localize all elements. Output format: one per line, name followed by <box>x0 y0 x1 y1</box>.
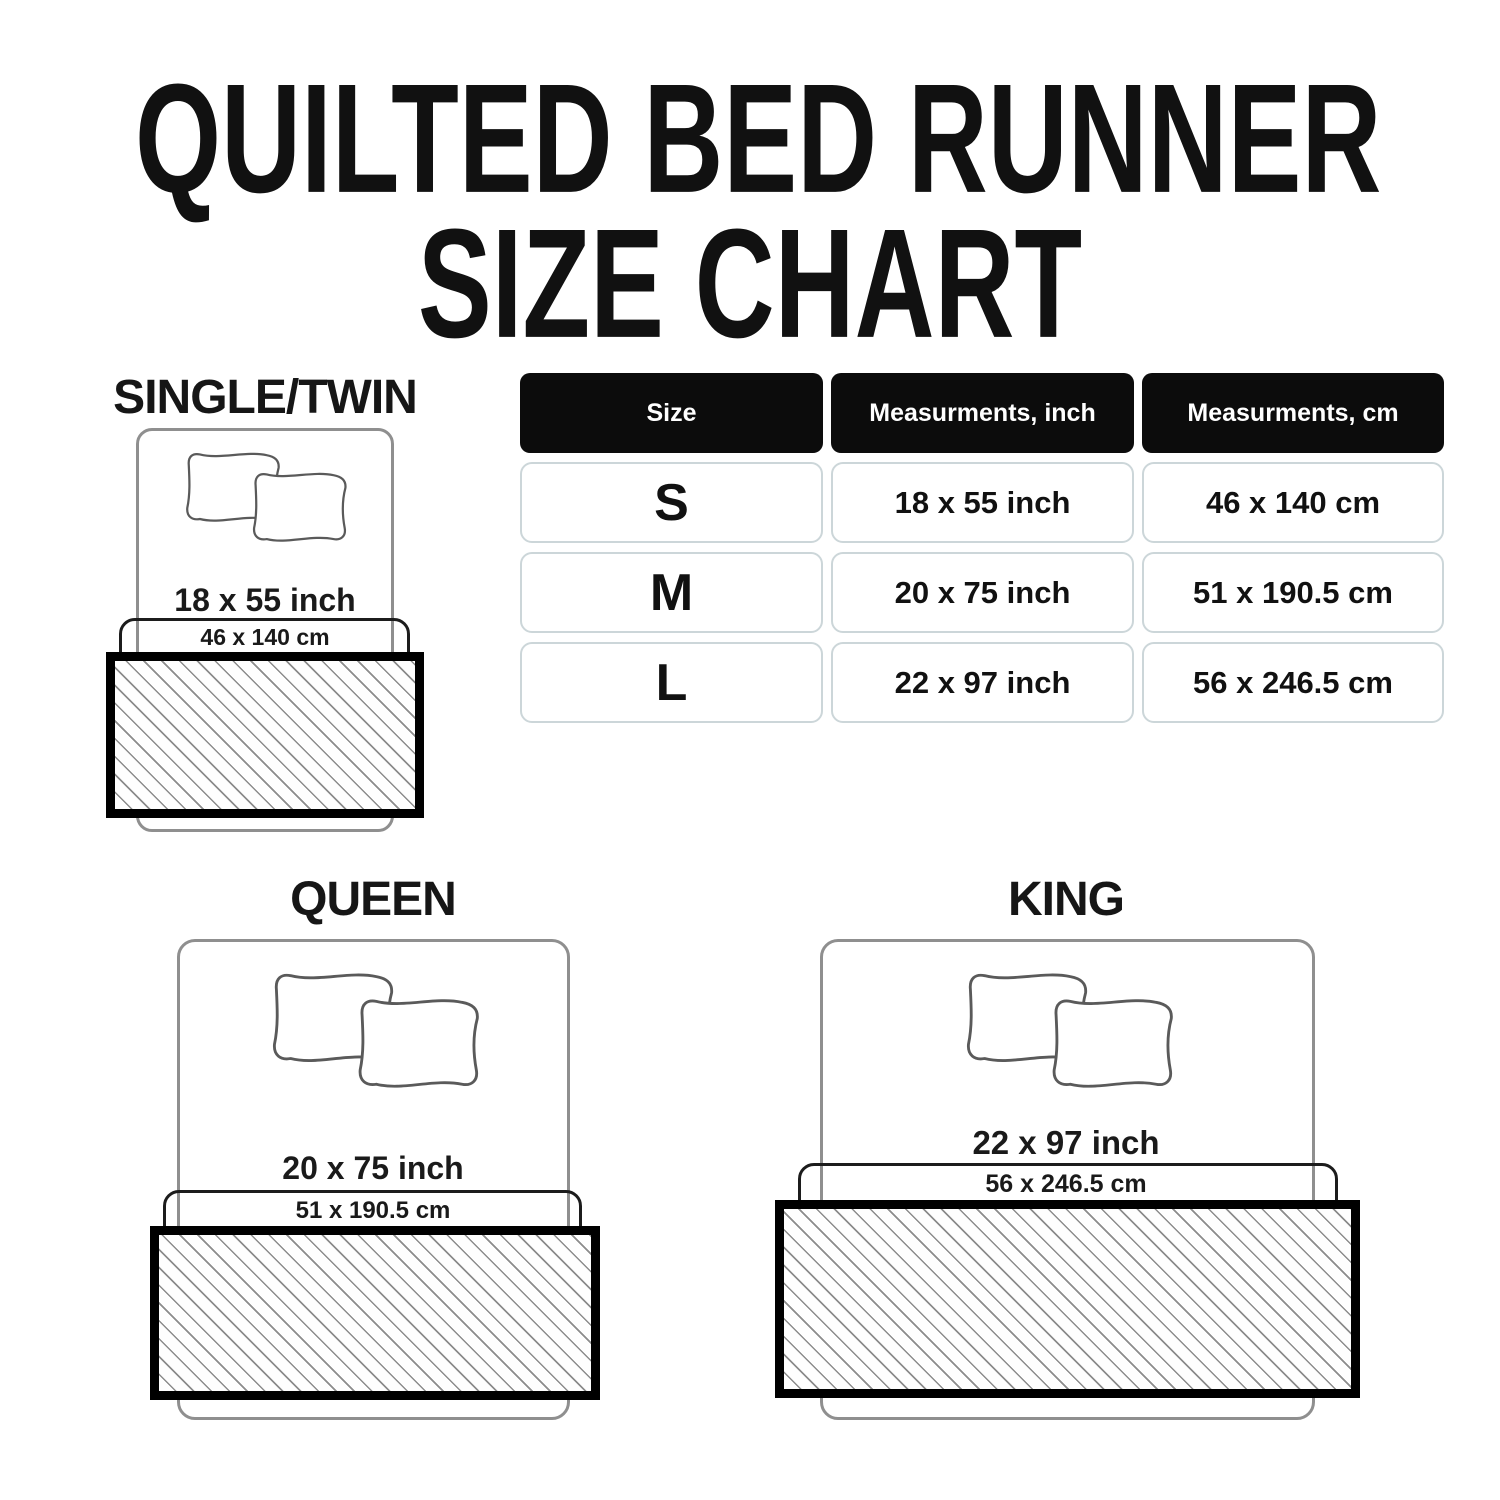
table-cell-m-size: M <box>520 552 823 633</box>
queen-pillows-illustration <box>264 966 483 1092</box>
single-twin-inch-label: 18 x 55 inch <box>174 582 356 618</box>
queen-runner-swatch <box>150 1226 600 1400</box>
single-twin-cm-label: 46 x 140 cm <box>200 624 330 650</box>
page-title-line1: QUILTED BED RUNNER <box>135 51 1382 226</box>
page-title-line2: SIZE CHART <box>417 196 1083 371</box>
queen-inch-label: 20 x 75 inch <box>282 1150 464 1186</box>
size-table <box>520 373 1444 723</box>
king-pillows-illustration <box>958 966 1177 1092</box>
table-cell-s-inch: 18 x 55 inch <box>831 462 1134 543</box>
king-inch-label: 22 x 97 inch <box>972 1124 1160 1161</box>
single-twin-runner-swatch <box>106 652 424 818</box>
table-header-size: Size <box>520 373 823 453</box>
table-cell-l-size: L <box>520 642 823 723</box>
king-runner-swatch <box>775 1200 1360 1398</box>
queen-section-label: QUEEN <box>290 873 456 926</box>
single-twin-pillows-illustration <box>179 447 350 545</box>
table-cell-s-size: S <box>520 462 823 543</box>
table-cell-m-cm: 51 x 190.5 cm <box>1142 552 1444 633</box>
table-cell-l-inch: 22 x 97 inch <box>831 642 1134 723</box>
table-cell-l-cm: 56 x 246.5 cm <box>1142 642 1444 723</box>
king-cm-label: 56 x 246.5 cm <box>985 1170 1147 1198</box>
page-title <box>0 51 1500 371</box>
table-header-inch: Measurments, inch <box>831 373 1134 453</box>
queen-cm-label: 51 x 190.5 cm <box>295 1197 451 1224</box>
king-section-label: KING <box>1008 873 1124 926</box>
table-cell-m-inch: 20 x 75 inch <box>831 552 1134 633</box>
table-cell-s-cm: 46 x 140 cm <box>1142 462 1444 543</box>
table-header-cm: Measurments, cm <box>1142 373 1444 453</box>
single-twin-section-label: SINGLE/TWIN <box>113 371 417 424</box>
